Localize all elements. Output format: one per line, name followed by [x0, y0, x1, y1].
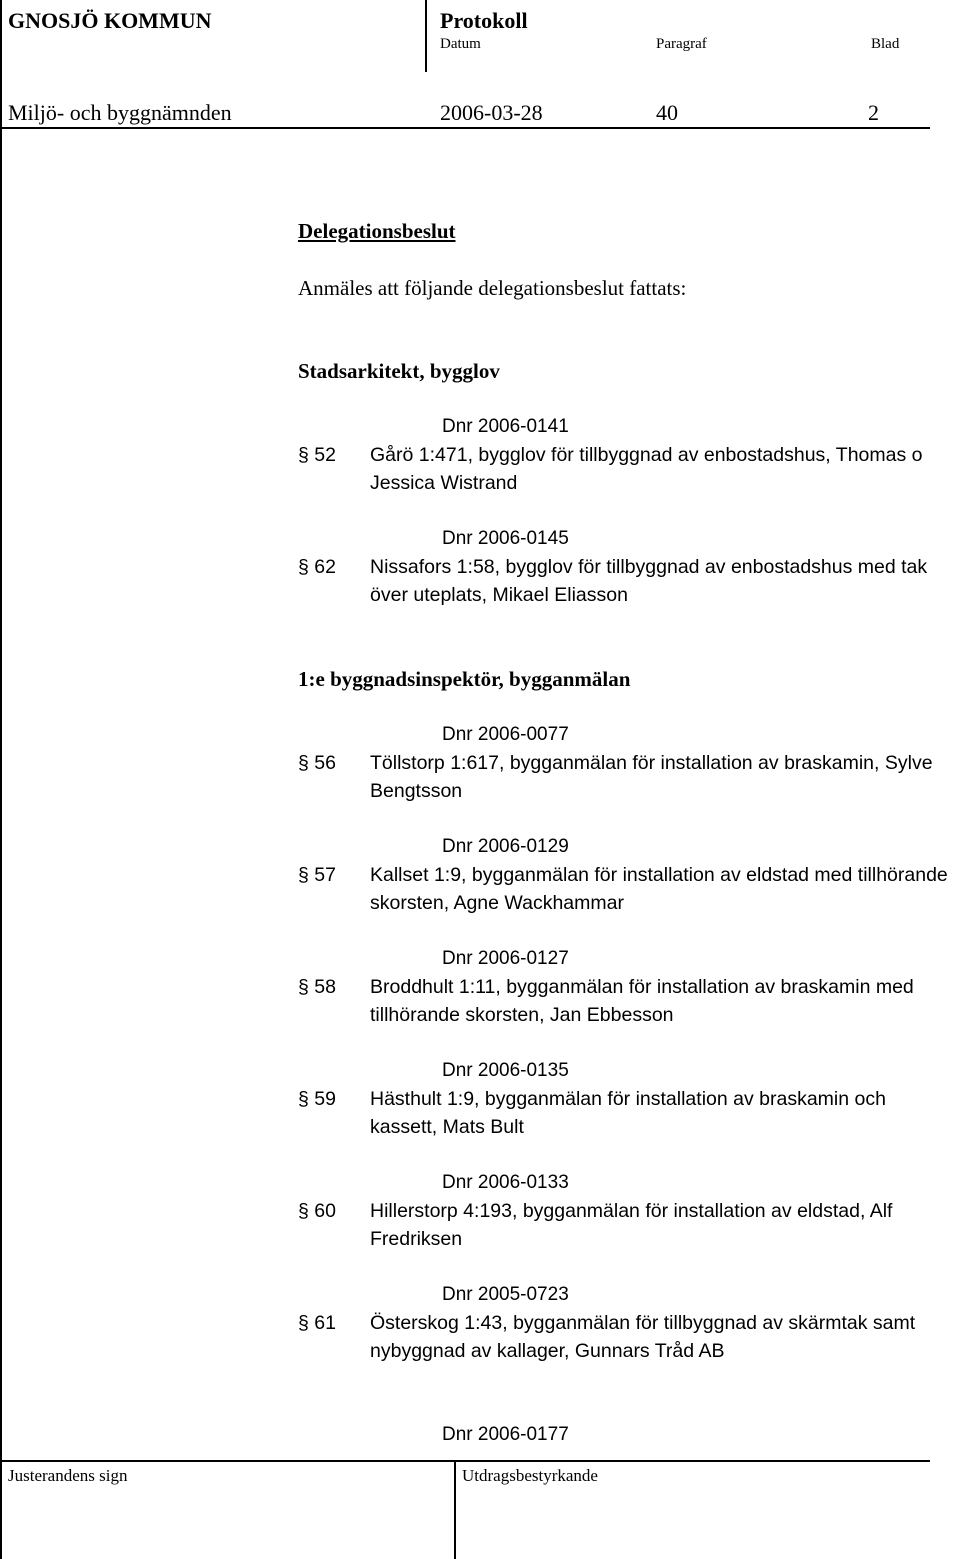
item-description: Kallset 1:9, bygganmälan för installation av eldstad med tillhörande skorsten, Agne Wackhammar	[370, 864, 948, 914]
left-border	[0, 0, 2, 1559]
dnr-number: Dnr 2005-0723	[442, 1284, 569, 1305]
paragraph-ref: § 57	[298, 864, 336, 886]
paragraph-ref: § 62	[298, 556, 336, 578]
dnr-number: Dnr 2006-0135	[442, 1060, 569, 1081]
item-description: Broddhult 1:11, bygganmälan för installation av braskamin med tillhörande skorsten, Jan Ebbesson	[370, 976, 914, 1026]
organization-name: GNOSJÖ KOMMUN	[8, 8, 212, 33]
paragraph-number: 40	[656, 100, 678, 125]
footer-divider-vertical	[454, 1460, 456, 1559]
dnr-number: Dnr 2006-0145	[442, 528, 569, 549]
committee-name: Miljö- och byggnämnden	[8, 100, 232, 125]
paragraph-ref: § 60	[298, 1200, 336, 1222]
trailing-dnr-number: Dnr 2006-0177	[442, 1424, 569, 1445]
dnr-number: Dnr 2006-0141	[442, 416, 569, 437]
paragraph-ref: § 52	[298, 444, 336, 466]
paragraph-ref: § 58	[298, 976, 336, 998]
dnr-number: Dnr 2006-0077	[442, 724, 569, 745]
item-description: Österskog 1:43, bygganmälan för tillbyggnad av skärmtak samt nybyggnad av kallager, Gunnars Tråd AB	[370, 1312, 916, 1362]
page-number: 2	[868, 100, 879, 125]
document-title: Delegationsbeslut	[298, 219, 456, 243]
header-divider-vertical	[425, 0, 427, 72]
utdragsbestyrkande-label: Utdragsbestyrkande	[462, 1466, 598, 1485]
item-description: Töllstorp 1:617, bygganmälan för installation av braskamin, Sylve Bengtsson	[370, 752, 933, 802]
section-heading-bygglov: Stadsarkitekt, bygglov	[298, 359, 500, 383]
paragraph-ref: § 59	[298, 1088, 336, 1110]
section-heading-bygganmalan: 1:e byggnadsinspektör, bygganmälan	[298, 667, 631, 691]
dnr-number: Dnr 2006-0129	[442, 836, 569, 857]
intro-text: Anmäles att följande delegationsbeslut fattats:	[298, 276, 687, 300]
paragraph-ref: § 61	[298, 1312, 336, 1334]
item-description: Nissafors 1:58, bygglov för tillbyggnad av enbostadshus med tak över uteplats, Mikael Eliasson	[370, 556, 928, 606]
item-description: Gårö 1:471, bygglov för tillbyggnad av enbostadshus, Thomas o Jessica Wistrand	[370, 444, 923, 494]
paragraph-ref: § 56	[298, 752, 336, 774]
dnr-number: Dnr 2006-0127	[442, 948, 569, 969]
document-type: Protokoll	[440, 8, 528, 33]
item-description: Hästhult 1:9, bygganmälan för installation av braskamin och kassett, Mats Bult	[370, 1088, 886, 1138]
dnr-number: Dnr 2006-0133	[442, 1172, 569, 1193]
footer-top-rule	[0, 1460, 930, 1462]
column-label-datum: Datum	[440, 36, 481, 52]
meeting-date: 2006-03-28	[440, 100, 543, 125]
item-description: Hillerstorp 4:193, bygganmälan för installation av eldstad, Alf Fredriksen	[370, 1200, 893, 1250]
justerandens-sign-label: Justerandens sign	[8, 1466, 128, 1485]
header-bottom-rule	[0, 127, 930, 129]
column-label-blad: Blad	[871, 36, 900, 52]
column-label-paragraf: Paragraf	[656, 36, 707, 52]
